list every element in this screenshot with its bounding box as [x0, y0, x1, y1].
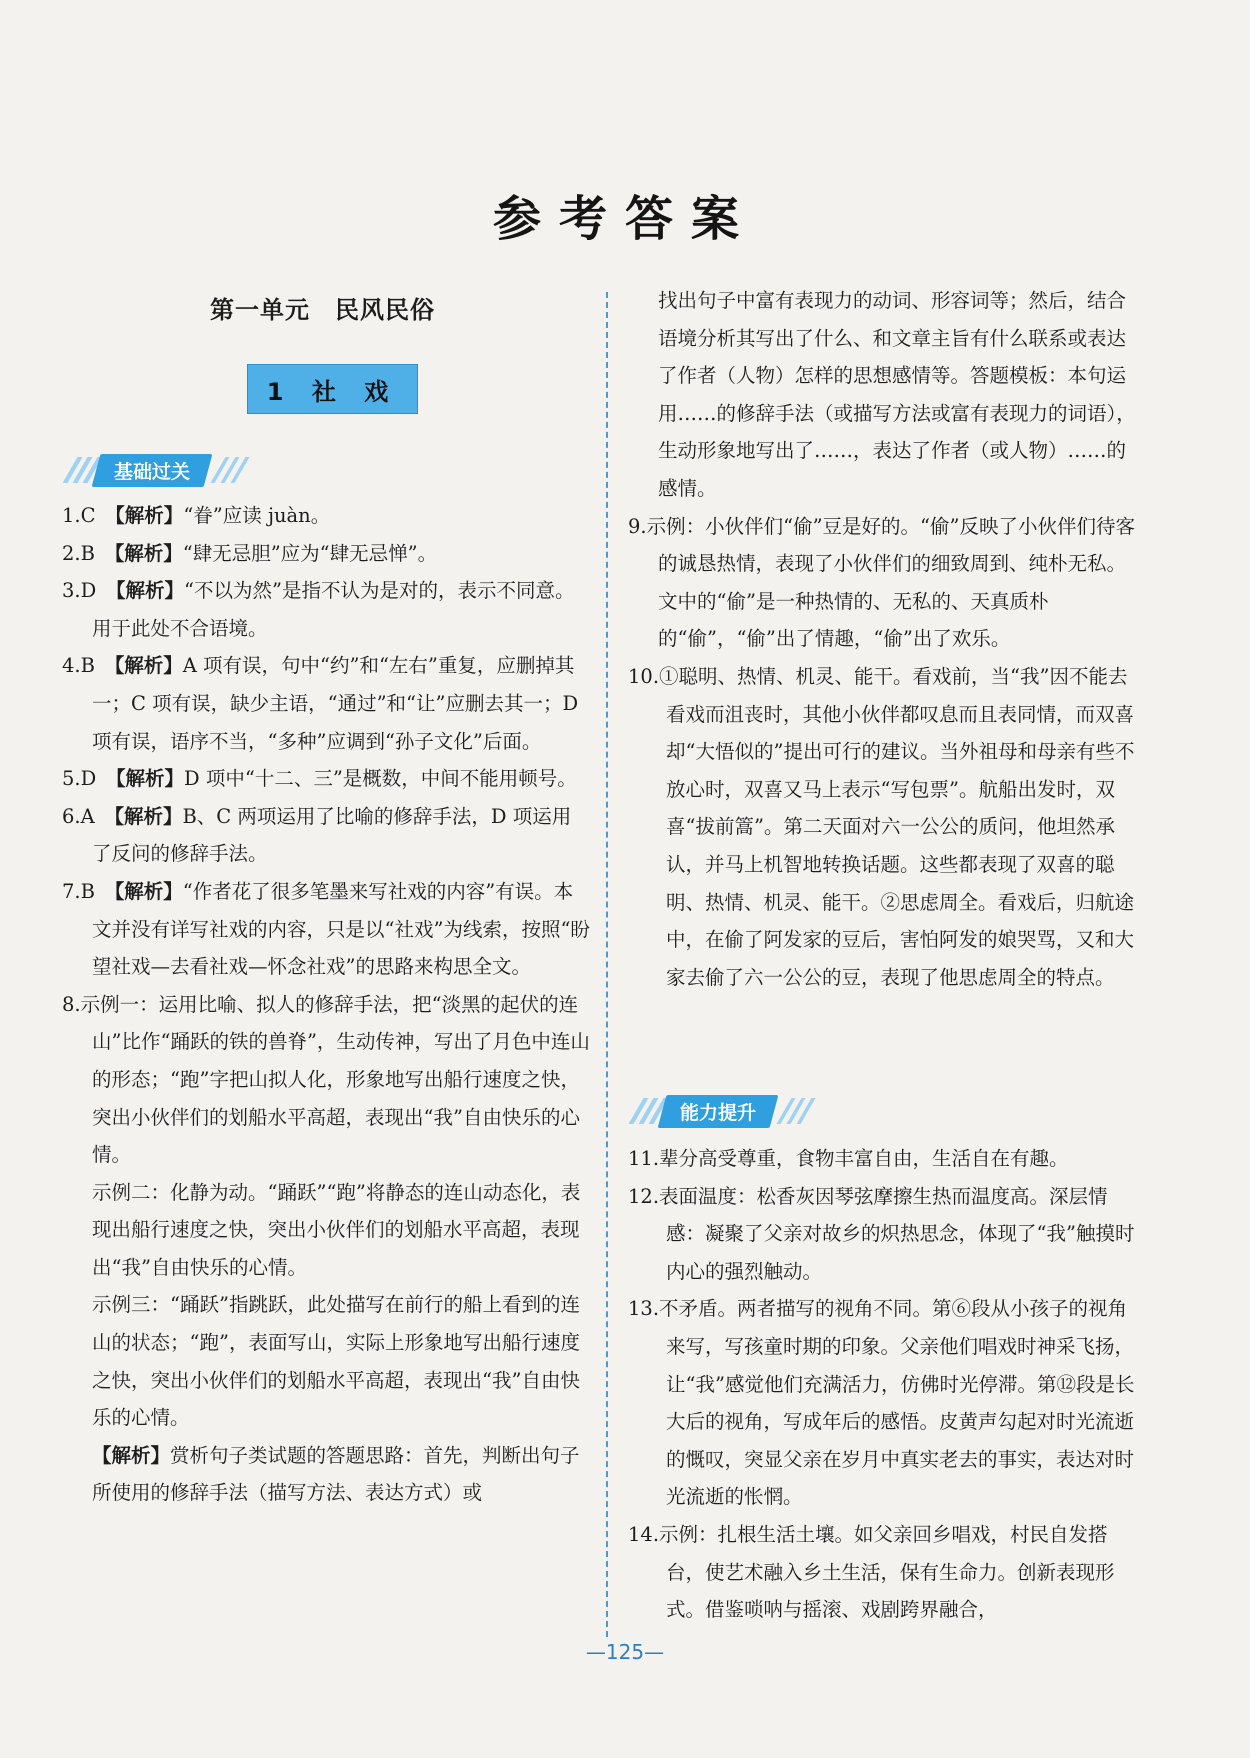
- page-title: 参考答案: [492, 191, 757, 247]
- section-badge-ability: [632, 1095, 814, 1127]
- lesson-title-box: 1 社 戏: [247, 364, 418, 414]
- section-ability-label: 能力提升: [680, 1101, 757, 1124]
- answer-item-13: 13.不矛盾。两者描写的视角不同。第⑥段从小孩子的视角来写，写孩童时期的印象。父亲他们唱戏时神采飞扬，让“我”感觉他们充满活力，仿佛时光停滞。第⑫段是长大后的视角，写成年后的感悟。皮黄声勾起对时光流逝的慨叹，突显父亲在岁月中真实老去的事实，表达对时光流逝的怅惘。: [628, 1297, 1135, 1509]
- answer-item-2: 2.B 【解析】“肆无忌胆”应为“肆无忌惮”。: [62, 541, 438, 565]
- stripe-decoration-icon: [632, 1098, 662, 1124]
- right-column: [628, 282, 1143, 996]
- answer-item-12: 12.表面温度：松香灰因琴弦摩擦生热而温度高。深层情感：凝聚了父亲对故乡的炽热思念，体现了“我”触摸时内心的强烈触动。: [628, 1184, 1135, 1283]
- answer-item-4: 4.B 【解析】A 项有误，句中“约”和“左右”重复，应删掉其一；C 项有误，缺少主语，“通过”和“让”应删去其一；D 项有误，语序不当，“多种”应调到“孙子文化”后面。: [62, 654, 579, 753]
- column-divider: [606, 292, 608, 1637]
- answer-item-14: 14.示例：扎根生活土壤。如父亲回乡唱戏，村民自发搭台，使艺术融入乡土生活，保有生命力。创新表现形式。借鉴唢呐与摇滚、戏剧跨界融合，: [628, 1522, 1115, 1622]
- answer-item-8-example-2: 示例二：化静为动。“踊跃”“跑”将静态的连山动态化，表现出船行速度之快，突出小伙伴们的划船水平高超，表现出“我”自由快乐的心情。: [92, 1180, 581, 1279]
- answer-item-3: 3.D 【解析】“不以为然”是指不认为是对的，表示不同意。用于此处不合语境。: [62, 579, 575, 640]
- page-number: —125—: [585, 1640, 665, 1664]
- stripe-decoration-icon: [214, 457, 248, 483]
- answer-item-8-analysis-continued: 找出句子中富有表现力的动词、形容词等；然后，结合语境分析其写出了什么、和文章主旨有什么联系或表达了作者（人物）怎样的思想感情等。答题模板：本句运用……的修辞手法（或描写方法或富有表现力的词语），生动形象地写出了……，表达了作者（或人物）……的感情。: [658, 289, 1136, 500]
- section-basic-label: 基础过关: [114, 460, 191, 483]
- answer-item-6: 6.A 【解析】B、C 两项运用了比喻的修辞手法，D 项运用了反问的修辞手法。: [62, 804, 572, 866]
- answer-item-7: 7.B 【解析】“作者花了很多笔墨来写社戏的内容”有误。本文并没有详写社戏的内容，只是以“社戏”为线索，按照“盼望社戏—去看社戏—怀念社戏”的思路来构思全文。: [62, 879, 590, 979]
- stripe-decoration-icon: [780, 1098, 814, 1124]
- stripe-decoration-icon: [66, 457, 96, 483]
- answer-item-1: 1.C 【解析】“眷”应读 juàn。: [62, 504, 331, 527]
- answer-item-8-analysis: 【解析】赏析句子类试题的答题思路：首先，判断出句子所使用的修辞手法（描写方法、表达方式）或: [92, 1443, 580, 1505]
- answer-item-11: 11.辈分高受尊重，食物丰富自由，生活自在有趣。: [628, 1147, 1069, 1170]
- answer-item-8-example-1: 8.示例一：运用比喻、拟人的修辞手法，把“淡黑的起伏的连山”比作“踊跃的铁的兽脊”，生动传神，写出了月色中连山的形态；“跑”字把山拟人化，形象地写出船行速度之快，突出小伙伴们的划船水平高超，表现出“我”自由快乐的心情。: [62, 992, 590, 1167]
- answer-item-10: 10.①聪明、热情、机灵、能干。看戏前，当“我”因不能去看戏而沮丧时，其他小伙伴都叹息而且表同情，而双喜却“大悟似的”提出可行的建议。当外祖母和母亲有些不放心时，双喜又马上表示“写包票”。航船出发时，双喜“拔前篙”。第二天面对六一公公的质问，他坦然承认，并马上机智地转换话题。这些都表现了双喜的聪明、热情、机灵、能干。②思虑周全。看戏后，归航途中，在偷了阿发家的豆后，害怕阿发的娘哭骂，又和大家去偷了六一公公的豆，表现了他思虑周全的特点。: [628, 664, 1135, 989]
- section-badge-basic: [66, 454, 248, 486]
- answer-item-9: 9.示例：小伙伴们“偷”豆是好的。“偷”反映了小伙伴们待客的诚恳热情，表现了小伙伴们的细致周到、纯朴无私。文中的“偷”是一种热情的、无私的、天真质朴的“偷”，“偷”出了情趣，“偷”出了欢乐。: [628, 514, 1135, 651]
- left-column: [62, 497, 590, 1512]
- answer-item-8-example-3: 示例三：“踊跃”指跳跃，此处描写在前行的船上看到的连山的状态；“跑”，表面写山，实际上形象地写出船行速度之快，突出小伙伴们的划船水平高超，表现出“我”自由快乐的心情。: [92, 1293, 580, 1430]
- right-column-ability: [628, 1140, 1143, 1629]
- unit-title: 第一单元 民风民俗: [210, 296, 435, 324]
- answer-item-5: 5.D 【解析】D 项中“十二、三”是概数，中间不能用顿号。: [62, 767, 577, 791]
